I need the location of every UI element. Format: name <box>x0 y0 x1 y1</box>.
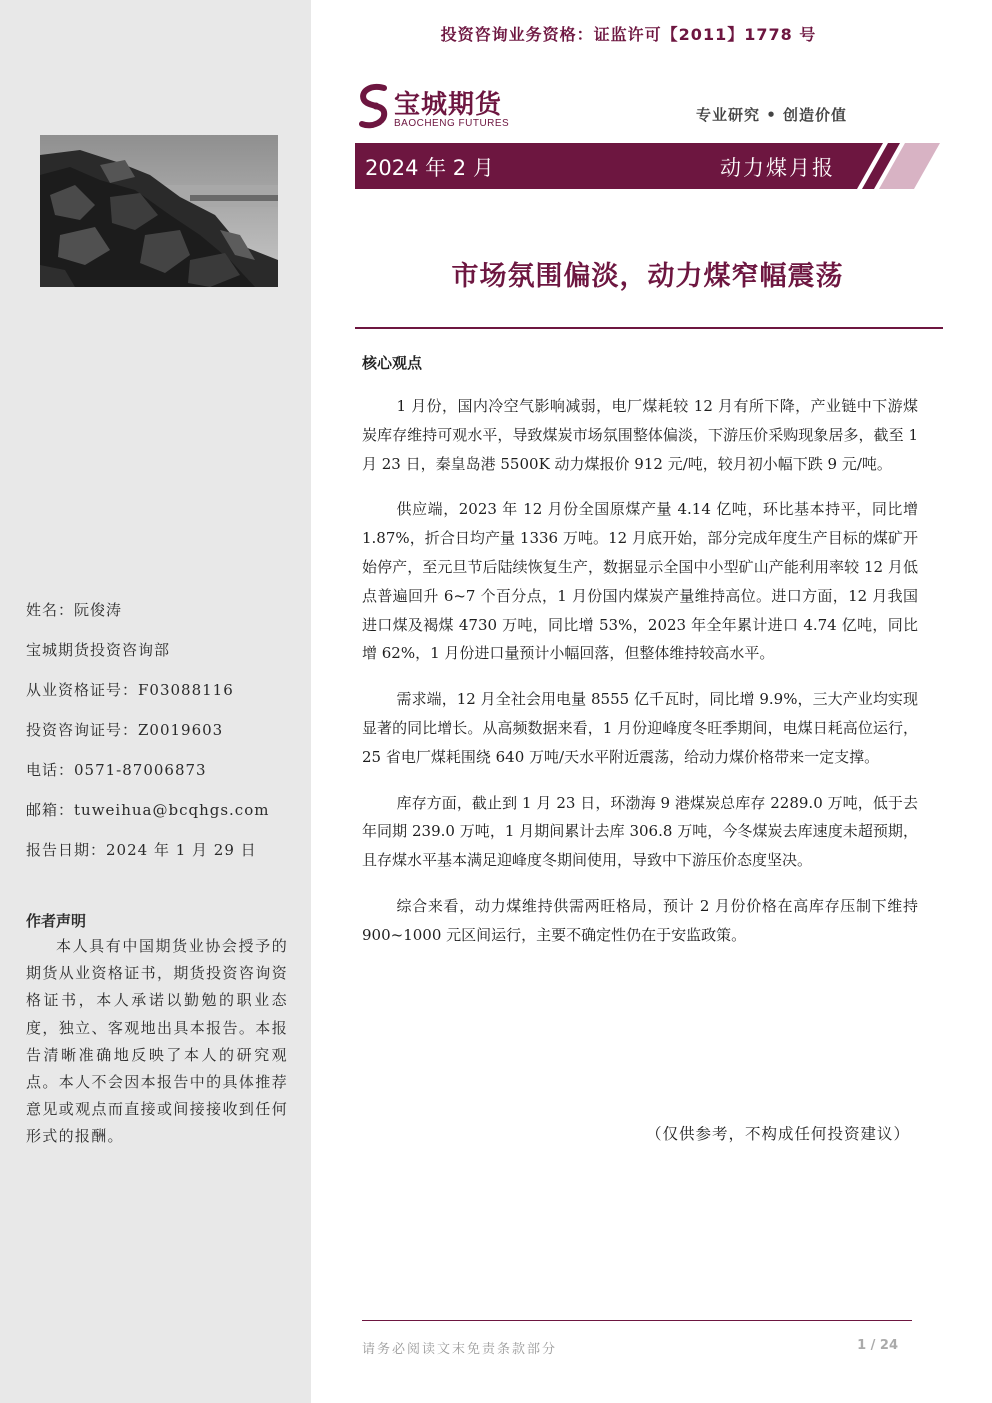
author-qualification: 从业资格证号：F03088116 <box>26 681 234 699</box>
paragraph-price: 1 月份，国内冷空气影响减弱，电厂煤耗较 12 月有所下降，产业链中下游煤炭库存维持可观水平，导致煤炭市场氛围整体偏淡，下游压价采购现象居多，截至 1 月 23 日，秦皇岛港 5500K 动力煤报价 912 元/吨，较月初小幅下跌 9 元/吨。 <box>362 397 918 473</box>
paragraph-demand: 需求端，12 月全社会用电量 8555 亿千瓦时，同比增 9.9%，三大产业均实现显著的同比增长。从高频数据来看，1 月份迎峰度冬旺季期间，电煤日耗高位运行，25 省电厂煤耗围绕 640 万吨/天水平附近震荡，给动力煤价格带来一定支撑。 <box>362 690 918 766</box>
report-title: 市场氛围偏淡，动力煤窄幅震荡 <box>451 261 844 292</box>
brand-logo <box>356 82 526 134</box>
footer-divider <box>362 1320 912 1321</box>
author-statement-text: 本人具有中国期货业协会授予的期货从业资格证书，期货投资咨询资格证书，本人承诺以勤勉的职业态度，独立、客观地出具本报告。本报告清晰准确地反映了本人的研究观点。本人不会因本报告中的具体推荐意见或观点而直接或间接接收到任何形式的报酬。 <box>26 937 288 1146</box>
author-consulting-cert: 投资咨询证号：Z0019603 <box>26 721 224 739</box>
report-type: 动力煤月报 <box>720 156 835 180</box>
slogan: 专业研究 • 创造价值 <box>696 106 848 124</box>
paragraph-summary: 综合来看，动力煤维持供需两旺格局，预计 2 月份价格在高库存压制下维持 900~1000 元区间运行，主要不确定性仍在于安监政策。 <box>362 896 918 944</box>
author-name: 姓名：阮俊涛 <box>26 601 123 619</box>
brand-name-cn: 宝城期货 <box>394 90 503 120</box>
core-views <box>362 392 918 967</box>
report-date: 报告日期：2024 年 1 月 29 日 <box>26 841 257 859</box>
footer-notice: 请务必阅读文末免责条款部分 <box>362 1342 558 1357</box>
cover-photo-coal <box>40 135 278 287</box>
section-heading: 核心观点 <box>362 354 423 372</box>
brand-logo-icon <box>356 82 392 132</box>
license-line: 投资咨询业务资格：证监许可【2011】1778 号 <box>440 25 817 44</box>
coal-image <box>40 135 278 287</box>
investment-note: （仅供参考，不构成任何投资建议） <box>645 1125 910 1143</box>
report-banner <box>355 143 940 189</box>
page-number: 1 / 24 <box>857 1338 898 1353</box>
author-phone: 电话：0571-87006873 <box>26 761 207 779</box>
paragraph-inventory: 库存方面，截止到 1 月 23 日，环渤海 9 港煤炭总库存 2289.0 万吨，低于去年同期 239.0 万吨，1 月期间累计去库 306.8 万吨，今冬煤炭去库速度未超预期，且存煤水平基本满足迎峰度冬期间使用，导致中下游压价态度坚决。 <box>362 793 918 870</box>
author-email: 邮箱：tuweihua@bcqhgs.com <box>26 801 270 819</box>
author-statement <box>26 910 288 1151</box>
author-statement-title: 作者声明 <box>26 912 87 930</box>
title-divider <box>355 327 943 329</box>
author-info <box>26 590 296 870</box>
paragraph-supply: 供应端，2023 年 12 月份全国原煤产量 4.14 亿吨，环比基本持平，同比增 1.87%，折合日均产量 1336 万吨。12 月底开始，部分完成年度生产目标的煤矿开始停产，至元旦节后陆续恢复生产，数据显示全国中小型矿山产能利用率较 12 月低点普遍回升 6~7 个百分点，1 月份国内煤炭产量维持高位。进口方面，12 月我国进口煤及褐煤 4730 万吨，同比增 53%，2023 年全年累计进口 4.74 亿吨，同比增 62%，1 月份进口量预计小幅回落，但整体维持较高水平。 <box>362 500 918 663</box>
banner-date: 2024 年 2 月 <box>365 156 494 180</box>
author-department: 宝城期货投资咨询部 <box>26 641 171 659</box>
brand-name-en: BAOCHENG FUTURES <box>394 118 510 129</box>
sidebar <box>0 0 311 1403</box>
